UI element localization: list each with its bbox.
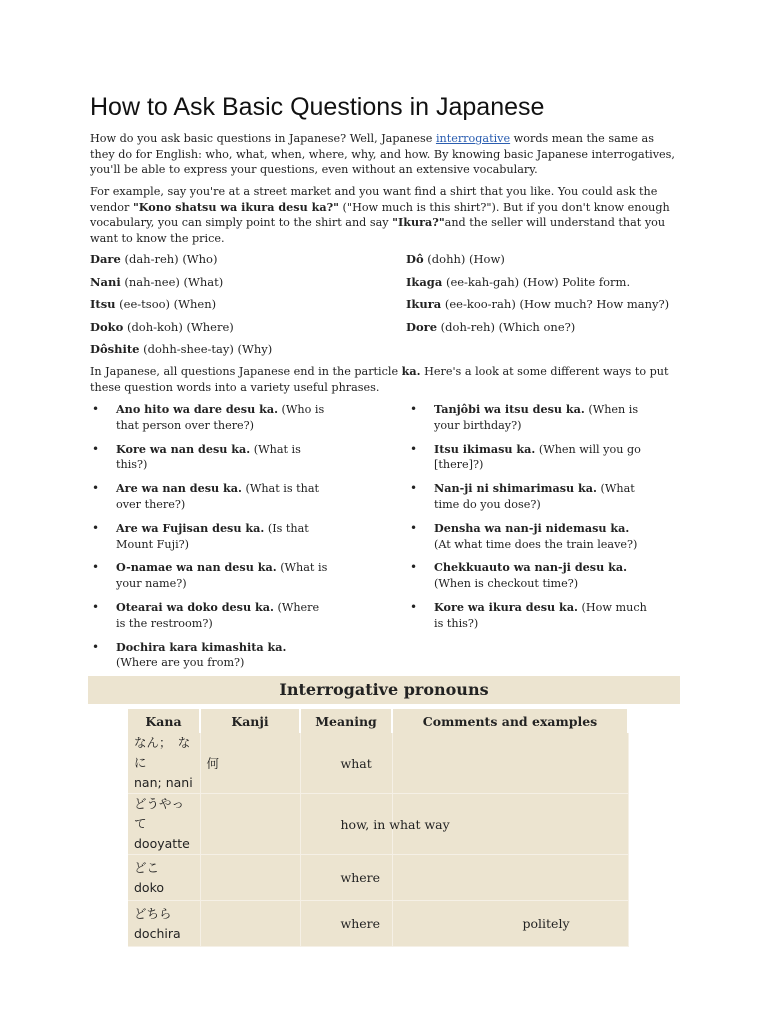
table-row [128, 794, 628, 855]
table-row [128, 733, 628, 794]
list-item: • Are wa nan desu ka. (What is that over there?) [92, 481, 320, 511]
kanji-cell: 何 [200, 733, 300, 794]
bullet-icon: • [92, 599, 100, 614]
page-title: How to Ask Basic Questions in Japanese [90, 93, 545, 121]
list-item: • Otearai wa doko desu ka. (Where is the restroom?) [92, 599, 320, 630]
word-item: Nani (nah-nee) (What) [90, 274, 224, 289]
bullet-icon: • [92, 441, 100, 456]
word-item: Doko (doh-koh) (Where) [90, 319, 234, 334]
kanji-cell [200, 855, 300, 901]
word-item: Ikura (ee-koo-rah) (How much? How many?) [406, 297, 670, 312]
table-row [128, 855, 628, 901]
bullet-icon: • [410, 441, 418, 456]
particle-paragraph: In Japanese, all questions Japanese end in the particle ka. Here's a look at some different ways to put these question words into a variety useful phrases. [90, 364, 669, 394]
column-header: Kanji [200, 709, 300, 733]
phrase-list-left [90, 402, 330, 679]
example-paragraph: For example, say you're at a street market and you want find a shirt that you like. You could ask the vendor "Kono shatsu wa ikura desu ka?" ("How much is this shirt?"). But if you don't know enough vocabulary, you can simply point to the shirt and say "Ikura?"and the seller will understand that you want to know the price. [90, 185, 670, 245]
column-header: Kana [128, 709, 200, 733]
bullet-icon: • [92, 402, 100, 416]
question-words-right [406, 252, 669, 342]
kanji-cell [200, 794, 300, 855]
kana-cell: なん； なに nan; nani [128, 733, 200, 794]
kanji-cell [200, 901, 300, 947]
interrogative-link[interactable]: interrogative [435, 132, 511, 145]
kana-cell: どこ doko [128, 855, 200, 901]
list-item: • Chekkuauto wa nan-ji desu ka. (When is checkout time?) [410, 560, 627, 591]
list-item: • Ano hito wa dare desu ka. (Who is that person over there?) [92, 402, 325, 432]
list-item: • Itsu ikimasu ka. (When will you go [there]?) [410, 441, 641, 472]
kana-cell: どちら dochira [128, 901, 200, 947]
phrase-list-right [408, 402, 648, 640]
word-item: Dô (dohh) (How) [406, 252, 505, 266]
comment-cell: politely [392, 901, 628, 947]
column-header: Meaning [300, 709, 392, 733]
list-item: • Kore wa ikura desu ka. (How much is this?) [410, 599, 647, 630]
meaning-cell: what [300, 733, 392, 794]
list-item: • Tanjôbi wa itsu desu ka. (When is your birthday?) [410, 402, 639, 432]
list-item: • Densha wa nan-ji nidemasu ka. (At what time does the train leave?) [410, 520, 638, 551]
table-title: Interrogative pronouns [88, 676, 680, 704]
word-item: Dare (dah-reh) (Who) [90, 252, 218, 266]
list-item: • Dochira kara kimashita ka. (Where are you from?) [92, 639, 287, 670]
word-item: Dôshite (dohh-shee-tay) (Why) [90, 342, 273, 357]
bullet-icon: • [410, 402, 418, 416]
bullet-icon: • [92, 560, 100, 575]
meaning-cell: where [300, 855, 392, 901]
question-words-left [90, 252, 272, 365]
list-item: • Kore wa nan desu ka. (What is this?) [92, 441, 301, 472]
bullet-icon: • [410, 520, 418, 535]
comment-cell [392, 733, 628, 794]
word-item: Itsu (ee-tsoo) (When) [90, 297, 217, 312]
intro-paragraph: How do you ask basic questions in Japanese? Well, Japanese interrogative words mean the same as they do for English: who, what, when, where, why, and how. By knowing basic Japanese interrogatives, you'll be able to express your questions, even without an extensive vocabulary. [90, 132, 675, 176]
word-item: Ikaga (ee-kah-gah) (How) Polite form. [406, 274, 631, 289]
table-row [128, 901, 628, 947]
list-item: • Nan-ji ni shimarimasu ka. (What time do you dose?) [410, 481, 635, 511]
list-item: • Are wa Fujisan desu ka. (Is that Mount Fuji?) [92, 520, 309, 551]
column-header: Comments and examples [392, 709, 628, 733]
bullet-icon: • [410, 599, 418, 614]
bullet-icon: • [410, 560, 418, 575]
bullet-icon: • [92, 520, 100, 535]
bullet-icon: • [92, 639, 100, 654]
word-item: Dore (doh-reh) (Which one?) [406, 319, 576, 334]
comment-cell [392, 855, 628, 901]
meaning-cell: where [300, 901, 392, 947]
bullet-icon: • [92, 481, 100, 496]
pronoun-table [128, 709, 629, 947]
bullet-icon: • [410, 481, 418, 496]
meaning-cell: how, in what way [300, 794, 392, 855]
table-header-row [128, 709, 628, 733]
list-item: • O-namae wa nan desu ka. (What is your name?) [92, 560, 328, 591]
kana-cell: どうやって dooyatte [128, 794, 200, 855]
